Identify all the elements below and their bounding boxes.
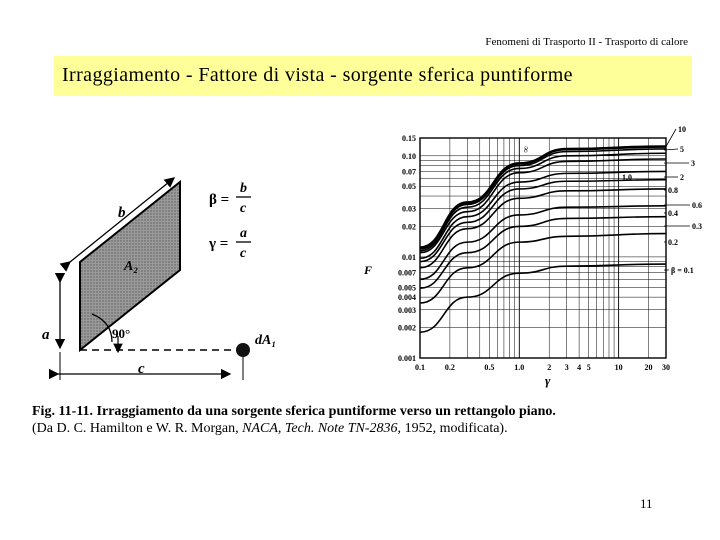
gamma-numerator: a xyxy=(240,226,247,241)
x-tick-label: 0.5 xyxy=(484,363,495,372)
y-tick-label: 0.005 xyxy=(398,283,416,293)
gamma-denominator: c xyxy=(240,246,247,261)
gamma-symbol: γ = xyxy=(209,236,229,252)
x-tick-label: 1.0 xyxy=(514,363,525,372)
curve-label: 0.3 xyxy=(692,222,702,231)
x-tick-label: 0.1 xyxy=(415,363,425,372)
curve-label: 5 xyxy=(680,145,684,154)
x-tick-label: 30 xyxy=(662,363,670,372)
label-a: a xyxy=(42,327,50,343)
point-source-dA1 xyxy=(236,343,250,357)
curve-label: ∞ xyxy=(520,145,532,154)
curve-label: 0.2 xyxy=(668,238,678,247)
view-factor-chart xyxy=(363,125,702,388)
curve-label: 0.4 xyxy=(668,209,678,218)
x-tick-label: 0.2 xyxy=(444,363,455,372)
beta-numerator: b xyxy=(240,181,247,196)
x-tick-label: 20 xyxy=(644,363,653,372)
label-c: c xyxy=(138,361,145,377)
caption-year: 1952, modificata). xyxy=(404,421,508,436)
y-tick-label: 0.02 xyxy=(402,222,416,232)
y-tick-label: 0.007 xyxy=(398,268,416,278)
curve-label: 10 xyxy=(678,125,686,134)
caption-source: (Da D. C. Hamilton e W. R. Morgan, xyxy=(32,421,239,436)
course-header: Fenomeni di Trasporto II - Trasporto di calore xyxy=(485,36,688,48)
caption-line-1: Fig. 11-11. Irraggiamento da una sorgente sferica puntiforme verso un rettangolo piano. xyxy=(32,404,556,419)
curve-label: 2 xyxy=(680,173,684,182)
y-tick-label: 0.15 xyxy=(402,134,416,143)
x-tick-label: 5 xyxy=(586,363,591,372)
x-tick-labels xyxy=(415,363,670,372)
x-tick-label: 10 xyxy=(614,363,623,372)
label-angle: 90° xyxy=(112,326,131,341)
beta-denominator: c xyxy=(240,201,247,216)
ratio-definitions xyxy=(208,181,251,261)
beta-symbol: β = xyxy=(209,192,230,208)
caption-line-2 xyxy=(32,421,720,437)
y-tick-label: 0.01 xyxy=(402,252,416,262)
page-number: 11 xyxy=(640,496,653,511)
caption-reference: NACA, Tech. Note TN-2836, xyxy=(242,421,402,436)
label-dA1: dA₁ xyxy=(255,333,277,348)
x-axis-label: γ xyxy=(545,373,551,388)
y-tick-label: 0.004 xyxy=(398,293,416,303)
y-tick-label: 0.05 xyxy=(402,182,416,192)
y-tick-label: 0.03 xyxy=(402,204,416,214)
y-axis-label: F xyxy=(364,263,373,277)
y-tick-label: 0.002 xyxy=(398,323,416,333)
figure-caption xyxy=(32,404,720,437)
curve-label: 0.6 xyxy=(692,201,702,210)
plot-frame xyxy=(420,138,666,358)
curve-label: 1.0 xyxy=(622,173,632,182)
y-tick-label: 0.001 xyxy=(398,354,416,363)
label-b: b xyxy=(118,205,126,221)
curve-label: 0.8 xyxy=(668,186,678,195)
label-A2: A₂ xyxy=(124,259,139,274)
x-tick-label: 2 xyxy=(547,363,552,372)
curve-label: 3 xyxy=(691,159,695,168)
y-tick-labels xyxy=(398,134,416,363)
x-tick-label: 3 xyxy=(564,363,569,372)
y-tick-label: 0.10 xyxy=(402,151,416,161)
slide-title: Irraggiamento - Fattore di vista - sorgente sferica puntiforme xyxy=(62,64,573,86)
y-tick-label: 0.07 xyxy=(402,167,416,177)
x-tick-label: 4 xyxy=(577,363,582,372)
curve-label: β = 0.1 xyxy=(671,266,694,275)
y-tick-label: 0.003 xyxy=(398,305,416,315)
